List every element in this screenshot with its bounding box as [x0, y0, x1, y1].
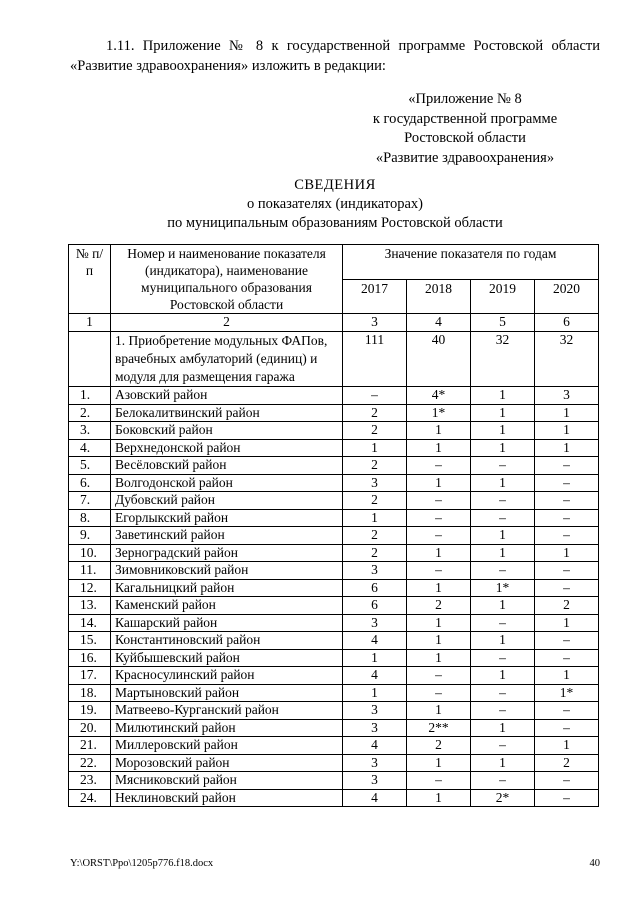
row-number: 21.: [69, 737, 111, 755]
value-2019: 1: [471, 544, 535, 562]
value-2019: 1: [471, 632, 535, 650]
value-2018: 1: [407, 422, 471, 440]
value-2019: –: [471, 702, 535, 720]
value-2017: 1: [343, 649, 407, 667]
value-2018: 2**: [407, 719, 471, 737]
value-2019: 1: [471, 667, 535, 685]
value-2020: 2: [535, 754, 599, 772]
district-name: Каменский район: [111, 597, 343, 615]
value-2019: –: [471, 772, 535, 790]
value-2020: 1: [535, 422, 599, 440]
row-number: 14.: [69, 614, 111, 632]
district-name: Кагальницкий район: [111, 579, 343, 597]
title-main: СВЕДЕНИЯ: [294, 177, 376, 193]
column-number: 5: [471, 314, 535, 332]
district-name: Верхнедонской район: [111, 439, 343, 457]
value-2017: 4: [343, 789, 407, 807]
district-name: Азовский район: [111, 387, 343, 405]
table-row: [69, 579, 599, 597]
appendix-line: Ростовской области: [404, 130, 526, 146]
table-row: [69, 474, 599, 492]
value-2018: 4*: [407, 387, 471, 405]
row-number: 16.: [69, 649, 111, 667]
row-number: 20.: [69, 719, 111, 737]
value-2017: 6: [343, 597, 407, 615]
value-2020: –: [535, 719, 599, 737]
value-2020: –: [535, 509, 599, 527]
value-2017: 2: [343, 544, 407, 562]
column-number: 1: [69, 314, 111, 332]
value-2020: –: [535, 474, 599, 492]
row-number: 24.: [69, 789, 111, 807]
appendix-line: «Развитие здравоохранения»: [375, 149, 555, 166]
value-2018: –: [407, 667, 471, 685]
row-number: 12.: [69, 579, 111, 597]
row-number: 11.: [69, 562, 111, 580]
district-name: Зимовниковский район: [111, 562, 343, 580]
table-row: [69, 789, 599, 807]
indicator-value: 32: [535, 332, 599, 387]
row-number: 1.: [69, 387, 111, 405]
row-number: 10.: [69, 544, 111, 562]
value-2019: –: [471, 562, 535, 580]
district-name: Миллеровский район: [111, 737, 343, 755]
row-number: 8.: [69, 509, 111, 527]
value-2020: –: [535, 492, 599, 510]
table-row: [69, 422, 599, 440]
value-2020: 3: [535, 387, 599, 405]
value-2018: 2: [407, 737, 471, 755]
title-sub: о показателях (индикаторах): [246, 196, 424, 212]
row-number: 22.: [69, 754, 111, 772]
value-2017: 3: [343, 474, 407, 492]
indicators-table: [68, 244, 599, 807]
value-2018: 1: [407, 702, 471, 720]
header-name: Номер и наименование показателя (индикатора), наименование муниципального образования Ростовской области: [111, 245, 343, 314]
row-number: 3.: [69, 422, 111, 440]
column-numbers-row: [69, 314, 599, 332]
value-2020: –: [535, 632, 599, 650]
table-row: [69, 492, 599, 510]
table-row: [69, 772, 599, 790]
value-2018: 1: [407, 439, 471, 457]
column-number: 6: [535, 314, 599, 332]
row-number: 18.: [69, 684, 111, 702]
indicator-row: [69, 332, 599, 387]
row-number: 7.: [69, 492, 111, 510]
table-row: [69, 404, 599, 422]
value-2020: 1: [535, 544, 599, 562]
value-2020: –: [535, 579, 599, 597]
value-2020: –: [535, 527, 599, 545]
table-row: [69, 597, 599, 615]
row-number: 19.: [69, 702, 111, 720]
value-2020: –: [535, 789, 599, 807]
value-2018: 1: [407, 754, 471, 772]
table-row: [69, 719, 599, 737]
value-2018: –: [407, 772, 471, 790]
value-2020: –: [535, 457, 599, 475]
column-number: 3: [343, 314, 407, 332]
value-2019: 2*: [471, 789, 535, 807]
table-row: [69, 387, 599, 405]
header-values: Значение показателя по годам: [343, 245, 599, 280]
value-2017: 3: [343, 754, 407, 772]
district-name: Егорлыкский район: [111, 509, 343, 527]
district-name: Зерноградский район: [111, 544, 343, 562]
value-2019: –: [471, 737, 535, 755]
appendix-line: «Приложение № 8: [408, 91, 522, 107]
value-2019: 1: [471, 719, 535, 737]
table-row: [69, 439, 599, 457]
value-2018: –: [407, 457, 471, 475]
value-2017: 2: [343, 422, 407, 440]
value-2018: 1: [407, 544, 471, 562]
value-2017: 2: [343, 527, 407, 545]
district-name: Куйбышевский район: [111, 649, 343, 667]
district-name: Кашарский район: [111, 614, 343, 632]
district-name: Неклиновский район: [111, 789, 343, 807]
row-number: 23.: [69, 772, 111, 790]
indicator-value: 111: [343, 332, 407, 387]
value-2017: 3: [343, 719, 407, 737]
district-name: Белокалитвинский район: [111, 404, 343, 422]
value-2018: –: [407, 684, 471, 702]
table-row: [69, 702, 599, 720]
value-2019: 1: [471, 597, 535, 615]
value-2018: 2: [407, 597, 471, 615]
value-2020: –: [535, 772, 599, 790]
value-2018: –: [407, 492, 471, 510]
table-row: [69, 737, 599, 755]
value-2017: 3: [343, 614, 407, 632]
district-name: Красносулинский район: [111, 667, 343, 685]
header-year: 2018: [407, 279, 471, 314]
row-number: 5.: [69, 457, 111, 475]
row-number: 2.: [69, 404, 111, 422]
value-2018: 1*: [407, 404, 471, 422]
table-row: [69, 509, 599, 527]
value-2017: 1: [343, 684, 407, 702]
value-2017: 1: [343, 509, 407, 527]
indicator-name: 1. Приобретение модульных ФАПов, врачебных амбулаторий (единиц) и модуля для размещения гаража: [111, 332, 343, 387]
district-name: Волгодонской район: [111, 474, 343, 492]
table-row: [69, 562, 599, 580]
table-row: [69, 632, 599, 650]
value-2018: 1: [407, 649, 471, 667]
district-name: Заветинский район: [111, 527, 343, 545]
value-2019: –: [471, 684, 535, 702]
value-2019: 1: [471, 422, 535, 440]
indicator-number-cell: [69, 332, 111, 387]
value-2017: 3: [343, 772, 407, 790]
table-row: [69, 457, 599, 475]
value-2017: 2: [343, 492, 407, 510]
value-2017: 2: [343, 404, 407, 422]
indicator-value: 40: [407, 332, 471, 387]
file-path: Y:\ORST\Ppo\1205p776.f18.docx: [70, 858, 214, 869]
value-2020: 1: [535, 404, 599, 422]
value-2017: 3: [343, 702, 407, 720]
row-number: 15.: [69, 632, 111, 650]
table-row: [69, 614, 599, 632]
value-2019: –: [471, 457, 535, 475]
district-name: Морозовский район: [111, 754, 343, 772]
value-2018: –: [407, 562, 471, 580]
table-row: [69, 754, 599, 772]
value-2019: –: [471, 509, 535, 527]
value-2018: 1: [407, 579, 471, 597]
district-name: Мартыновский район: [111, 684, 343, 702]
value-2020: –: [535, 649, 599, 667]
document-title: [70, 176, 600, 233]
header-year: 2020: [535, 279, 599, 314]
row-number: 9.: [69, 527, 111, 545]
value-2017: 1: [343, 439, 407, 457]
district-name: Боковский район: [111, 422, 343, 440]
column-number: 4: [407, 314, 471, 332]
value-2020: 1*: [535, 684, 599, 702]
table-row: [69, 684, 599, 702]
value-2017: 4: [343, 632, 407, 650]
value-2020: 1: [535, 737, 599, 755]
row-number: 17.: [69, 667, 111, 685]
value-2019: 1: [471, 404, 535, 422]
district-name: Дубовский район: [111, 492, 343, 510]
district-name: Константиновский район: [111, 632, 343, 650]
value-2019: –: [471, 649, 535, 667]
header-number: № п/п: [69, 245, 111, 314]
value-2018: 1: [407, 614, 471, 632]
value-2019: 1: [471, 439, 535, 457]
appendix-header: [340, 90, 590, 168]
district-name: Весёловский район: [111, 457, 343, 475]
value-2017: 2: [343, 457, 407, 475]
title-sub: по муниципальным образованиям Ростовской области: [167, 215, 503, 231]
table-row: [69, 649, 599, 667]
value-2019: 1*: [471, 579, 535, 597]
value-2017: 4: [343, 667, 407, 685]
column-number: 2: [111, 314, 343, 332]
value-2017: 6: [343, 579, 407, 597]
table-row: [69, 527, 599, 545]
value-2018: –: [407, 509, 471, 527]
page-number: 40: [589, 858, 600, 869]
value-2017: 3: [343, 562, 407, 580]
value-2019: 1: [471, 474, 535, 492]
table-row: [69, 544, 599, 562]
value-2020: 2: [535, 597, 599, 615]
header-year: 2017: [343, 279, 407, 314]
value-2017: 4: [343, 737, 407, 755]
intro-paragraph: [70, 36, 600, 76]
value-2020: 1: [535, 667, 599, 685]
value-2019: –: [471, 492, 535, 510]
page-footer: [70, 858, 600, 869]
value-2019: 1: [471, 527, 535, 545]
value-2020: 1: [535, 614, 599, 632]
indicator-value: 32: [471, 332, 535, 387]
value-2019: 1: [471, 387, 535, 405]
value-2018: 1: [407, 474, 471, 492]
header-year: 2019: [471, 279, 535, 314]
value-2019: 1: [471, 754, 535, 772]
value-2018: 1: [407, 632, 471, 650]
value-2018: 1: [407, 789, 471, 807]
intro-text: 1.11. Приложение № 8 к государственной программе Ростовской области «Развитие здравоохранения» изложить в редакции:: [70, 38, 600, 74]
row-number: 4.: [69, 439, 111, 457]
value-2020: –: [535, 562, 599, 580]
table-row: [69, 667, 599, 685]
district-name: Матвеево-Курганский район: [111, 702, 343, 720]
row-number: 6.: [69, 474, 111, 492]
appendix-line: к государственной программе: [372, 110, 558, 127]
district-name: Милютинский район: [111, 719, 343, 737]
row-number: 13.: [69, 597, 111, 615]
district-name: Мясниковский район: [111, 772, 343, 790]
value-2018: –: [407, 527, 471, 545]
value-2020: 1: [535, 439, 599, 457]
value-2017: –: [343, 387, 407, 405]
value-2019: –: [471, 614, 535, 632]
value-2020: –: [535, 702, 599, 720]
